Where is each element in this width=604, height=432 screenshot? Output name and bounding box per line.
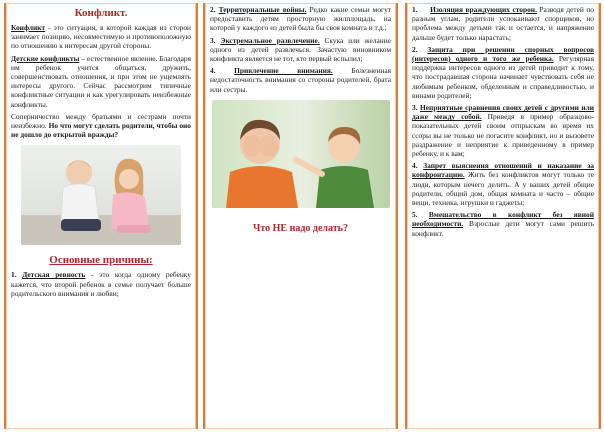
mistake-4 — [412, 161, 594, 207]
rivalry-text: Соперничество между братьями и сестрами почти неизбежно. — [11, 111, 191, 131]
child-conflicts-term: Детские конфликты — [11, 53, 80, 63]
mistake-5 — [412, 210, 594, 238]
reason-3-text: Скука или желание одного из детей развлечься. Зачастую виновником конфликта является не тот, кто первый вспылил; — [210, 35, 391, 64]
definition-text: - это ситуация, в которой каждая из сторон занимает позицию, несовместимую и противоположную по отношению к интересам другой стороны. — [11, 23, 191, 51]
mistake-5-text: Взрослые дети могут сами решить конфликт. — [412, 219, 594, 238]
mistake-3-term: Неприятные сравнения своих детей с другими или даже между собой. — [412, 103, 594, 122]
what-not-to-do-heading: Что НЕ надо делать? — [253, 222, 348, 234]
child-conflicts-paragraph — [11, 54, 191, 109]
right-panel — [405, 3, 601, 429]
reason-1-text: - это когда одному ребенку кажется, что второй ребенок в семье получает больше родительского внимания и любви; — [11, 270, 191, 298]
middle-panel — [203, 3, 398, 429]
reason-3-number: 3. — [210, 35, 221, 45]
mistake-1-text: Разводя детей по разным углам, родители успокаивают спорщиков, но проблема между детьми так и остается, и напряжение дальше будет только нарастать; — [412, 5, 594, 42]
mistake-4-term: Запрет выяснения отношений и наказание за конфронтацию. — [412, 161, 594, 180]
reason-3 — [210, 36, 391, 64]
mistake-3-number: 3. — [412, 103, 421, 113]
left-panel — [4, 3, 198, 429]
reason-1-term: Детская ревность — [22, 270, 86, 280]
reason-3-term: Экстремальное развлечение. — [220, 35, 320, 45]
mistake-1-number: 1. — [412, 5, 418, 14]
reasons-heading: Основные причины: — [49, 254, 153, 267]
panel-title: Конфликт. — [74, 7, 128, 19]
mistake-5-term: Вмешательство в конфликт без явной необходимости. — [412, 210, 594, 229]
reason-1 — [11, 270, 191, 298]
reason-2-number: 2. — [210, 5, 219, 14]
mistake-2 — [412, 45, 594, 100]
mistake-2-text: Регулярная поддержка интересов одного из детей приводит к тому, что пострадавшая сторона начинает чувствовать себя не любимым ребенком, обделенным и справедливостью, и винами родителей; — [412, 54, 594, 100]
mistake-5-number: 5. — [412, 210, 429, 220]
sulking-children-photo — [21, 145, 181, 245]
reason-1-number: 1. — [11, 270, 23, 280]
reason-2 — [210, 5, 391, 33]
reason-2-text: Редко какие семьи могут предоставить детям просторную жилплощадь, на которой у каждого из детей была бы своя комната и т.д.; — [210, 5, 391, 33]
reason-4-term: Привлечение внимания. — [234, 66, 333, 76]
reason-2-term: Территориальные войны. — [218, 5, 307, 14]
conflict-definition — [11, 23, 191, 51]
rivalry-paragraph — [11, 112, 191, 140]
mistake-1-term: Изоляция враждующих сторон. — [430, 5, 537, 14]
definition-term: Конфликт — [11, 23, 46, 32]
mistake-1 — [412, 5, 594, 42]
child-conflicts-text: – естественное явление. Благодаря им ребенок учится общаться, дружить, совершенствовать отношения, и при этом не ущемлять интересы другого. Сейчас рассмотрим типичные конфликтные ситуации и как урегулировать неизбежные конфликты. — [11, 53, 191, 109]
mistake-4-number: 4. — [412, 161, 424, 171]
mistake-3 — [412, 103, 594, 158]
arguing-children-photo — [212, 100, 390, 208]
reason-4-text: Болезненная недостаточность внимания со стороны родителей, брата или сестры. — [210, 66, 391, 94]
mistake-2-term: Защита при решении спорных вопросов (интересов) одного и того же ребенка. — [412, 44, 594, 64]
mistake-3-text: Приведя в пример образцово-показательных детей своим отпрыскам во время их ссоры вы не только не погасите конфликт, но и вызовете раздражение и неприятие к приведенному в пример ребенку, и к вам; — [412, 112, 594, 159]
mistake-4-text: Жить без конфликтов могут только те люди, которым нечего делить. А у ваших детей общие родители, общий дом, общая комната и часто – общие вещи, техника, игрушки и гаджеты; — [412, 170, 594, 208]
rivalry-question: Но что могут сделать родители, чтобы оно не дошло до открытой вражды? — [11, 121, 191, 140]
reason-4 — [210, 66, 391, 94]
reason-4-number: 4. — [210, 66, 235, 76]
mistake-2-number: 2. — [412, 44, 428, 54]
